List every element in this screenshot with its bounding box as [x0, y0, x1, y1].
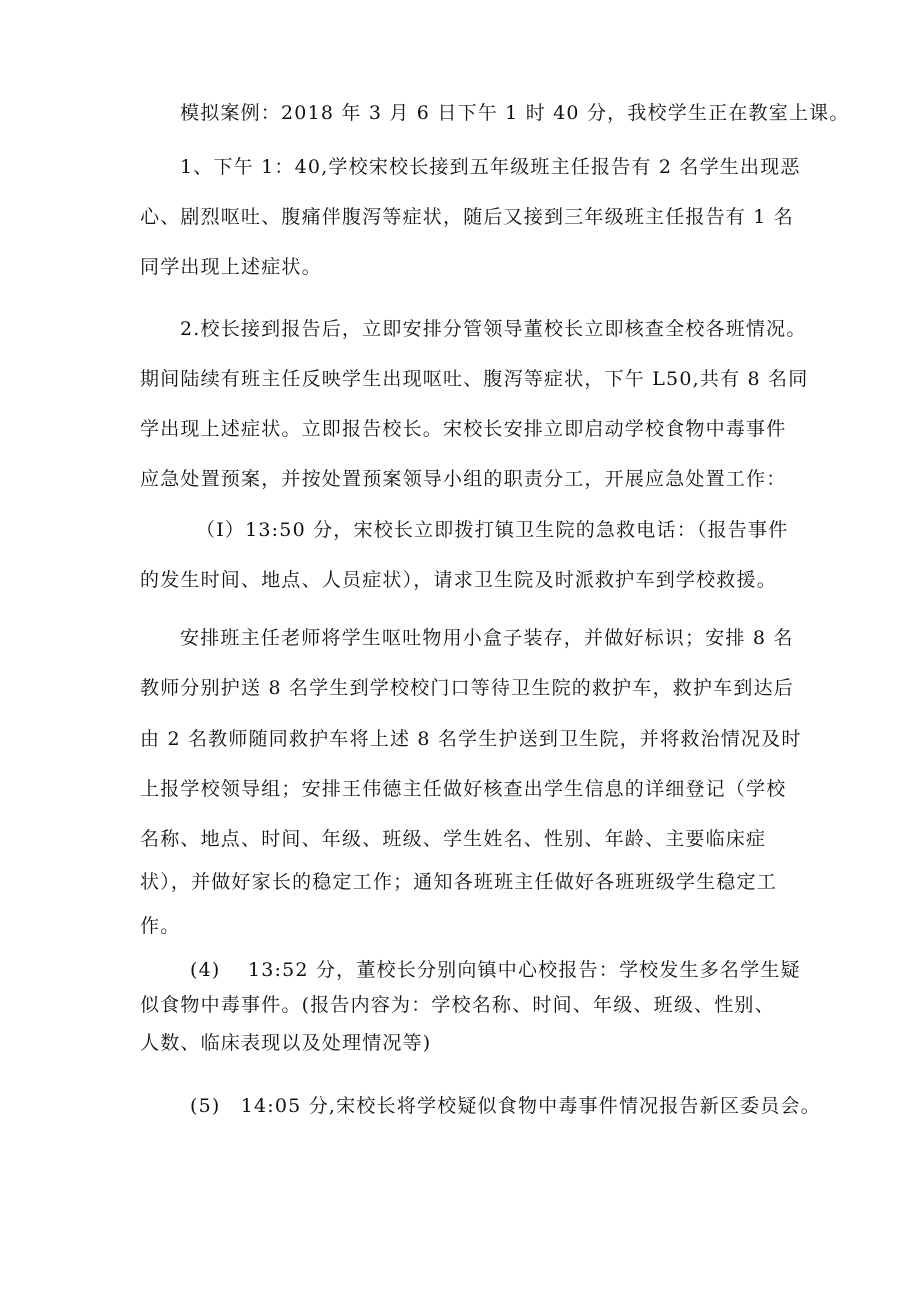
arrangement-line-1: 安排班主任老师将学生呕吐物用小盒子装存，并做好标识；安排 8 名	[180, 627, 794, 649]
item-4-line-3: 人数、临床表现以及处理情况等)	[140, 1032, 432, 1054]
item-2-line-3: 学出现上述症状。立即报告校长。宋校长安排立即启动学校食物中毒事件	[140, 418, 787, 440]
arrangement-line-3: 由 2 名教师随同救护车将上述 8 名学生护送到卫生院，并将救治情况及时	[140, 728, 802, 750]
arrangement-line-5: 名称、地点、时间、年级、班级、学生姓名、性别、年龄、主要临床症	[140, 828, 767, 850]
item-i-line-1: （I）13:50 分，宋校长立即拨打镇卫生院的急救电话：（报告事件	[196, 519, 789, 541]
item-1-line-2: 心、剧烈呕吐、腹痛伴腹泻等症状，随后又接到三年级班主任报告有 1 名	[140, 206, 794, 228]
item-5-line-1: (5) 14:05 分,宋校长将学校疑似食物中毒事件情况报告新区委员会。	[190, 1095, 821, 1117]
arrangement-line-4: 上报学校领导组；安排王伟德主任做好核查出学生信息的详细登记（学校	[140, 778, 787, 800]
item-4-line-1: (4) 13:52 分，董校长分别向镇中心校报告：学校发生多名学生疑	[190, 959, 801, 981]
item-4-line-2: 似食物中毒事件。(报告内容为：学校名称、时间、年级、班级、性别、	[140, 994, 775, 1016]
item-1-line-3: 同学出现上述症状。	[140, 256, 322, 278]
item-2-line-1: 2.校长接到报告后，立即安排分管领导董校长立即核查全校各班情况。	[180, 318, 807, 340]
item-2-line-2: 期间陆续有班主任反映学生出现呕吐、腹泻等症状，下午 L50,共有 8 名同	[140, 368, 809, 390]
arrangement-line-2: 教师分别护送 8 名学生到学校校门口等待卫生院的救护车，救护车到达后	[140, 677, 794, 699]
arrangement-line-7: 作。	[140, 915, 181, 937]
item-2-line-4: 应急处置预案，并按处置预案领导小组的职责分工，开展应急处置工作：	[140, 468, 787, 490]
item-1-line-1: 1、下午 1：40,学校宋校长接到五年级班主任报告有 2 名学生出现恶	[180, 156, 801, 178]
case-intro-line: 模拟案例：2018 年 3 月 6 日下午 1 时 40 分，我校学生正在教室上课。	[180, 102, 850, 124]
arrangement-line-6: 状），并做好家长的稳定工作；通知各班班主任做好各班班级学生稳定工	[140, 871, 777, 893]
item-i-line-2: 的发生时间、地点、人员症状），请求卫生院及时派救护车到学校救援。	[140, 569, 777, 591]
